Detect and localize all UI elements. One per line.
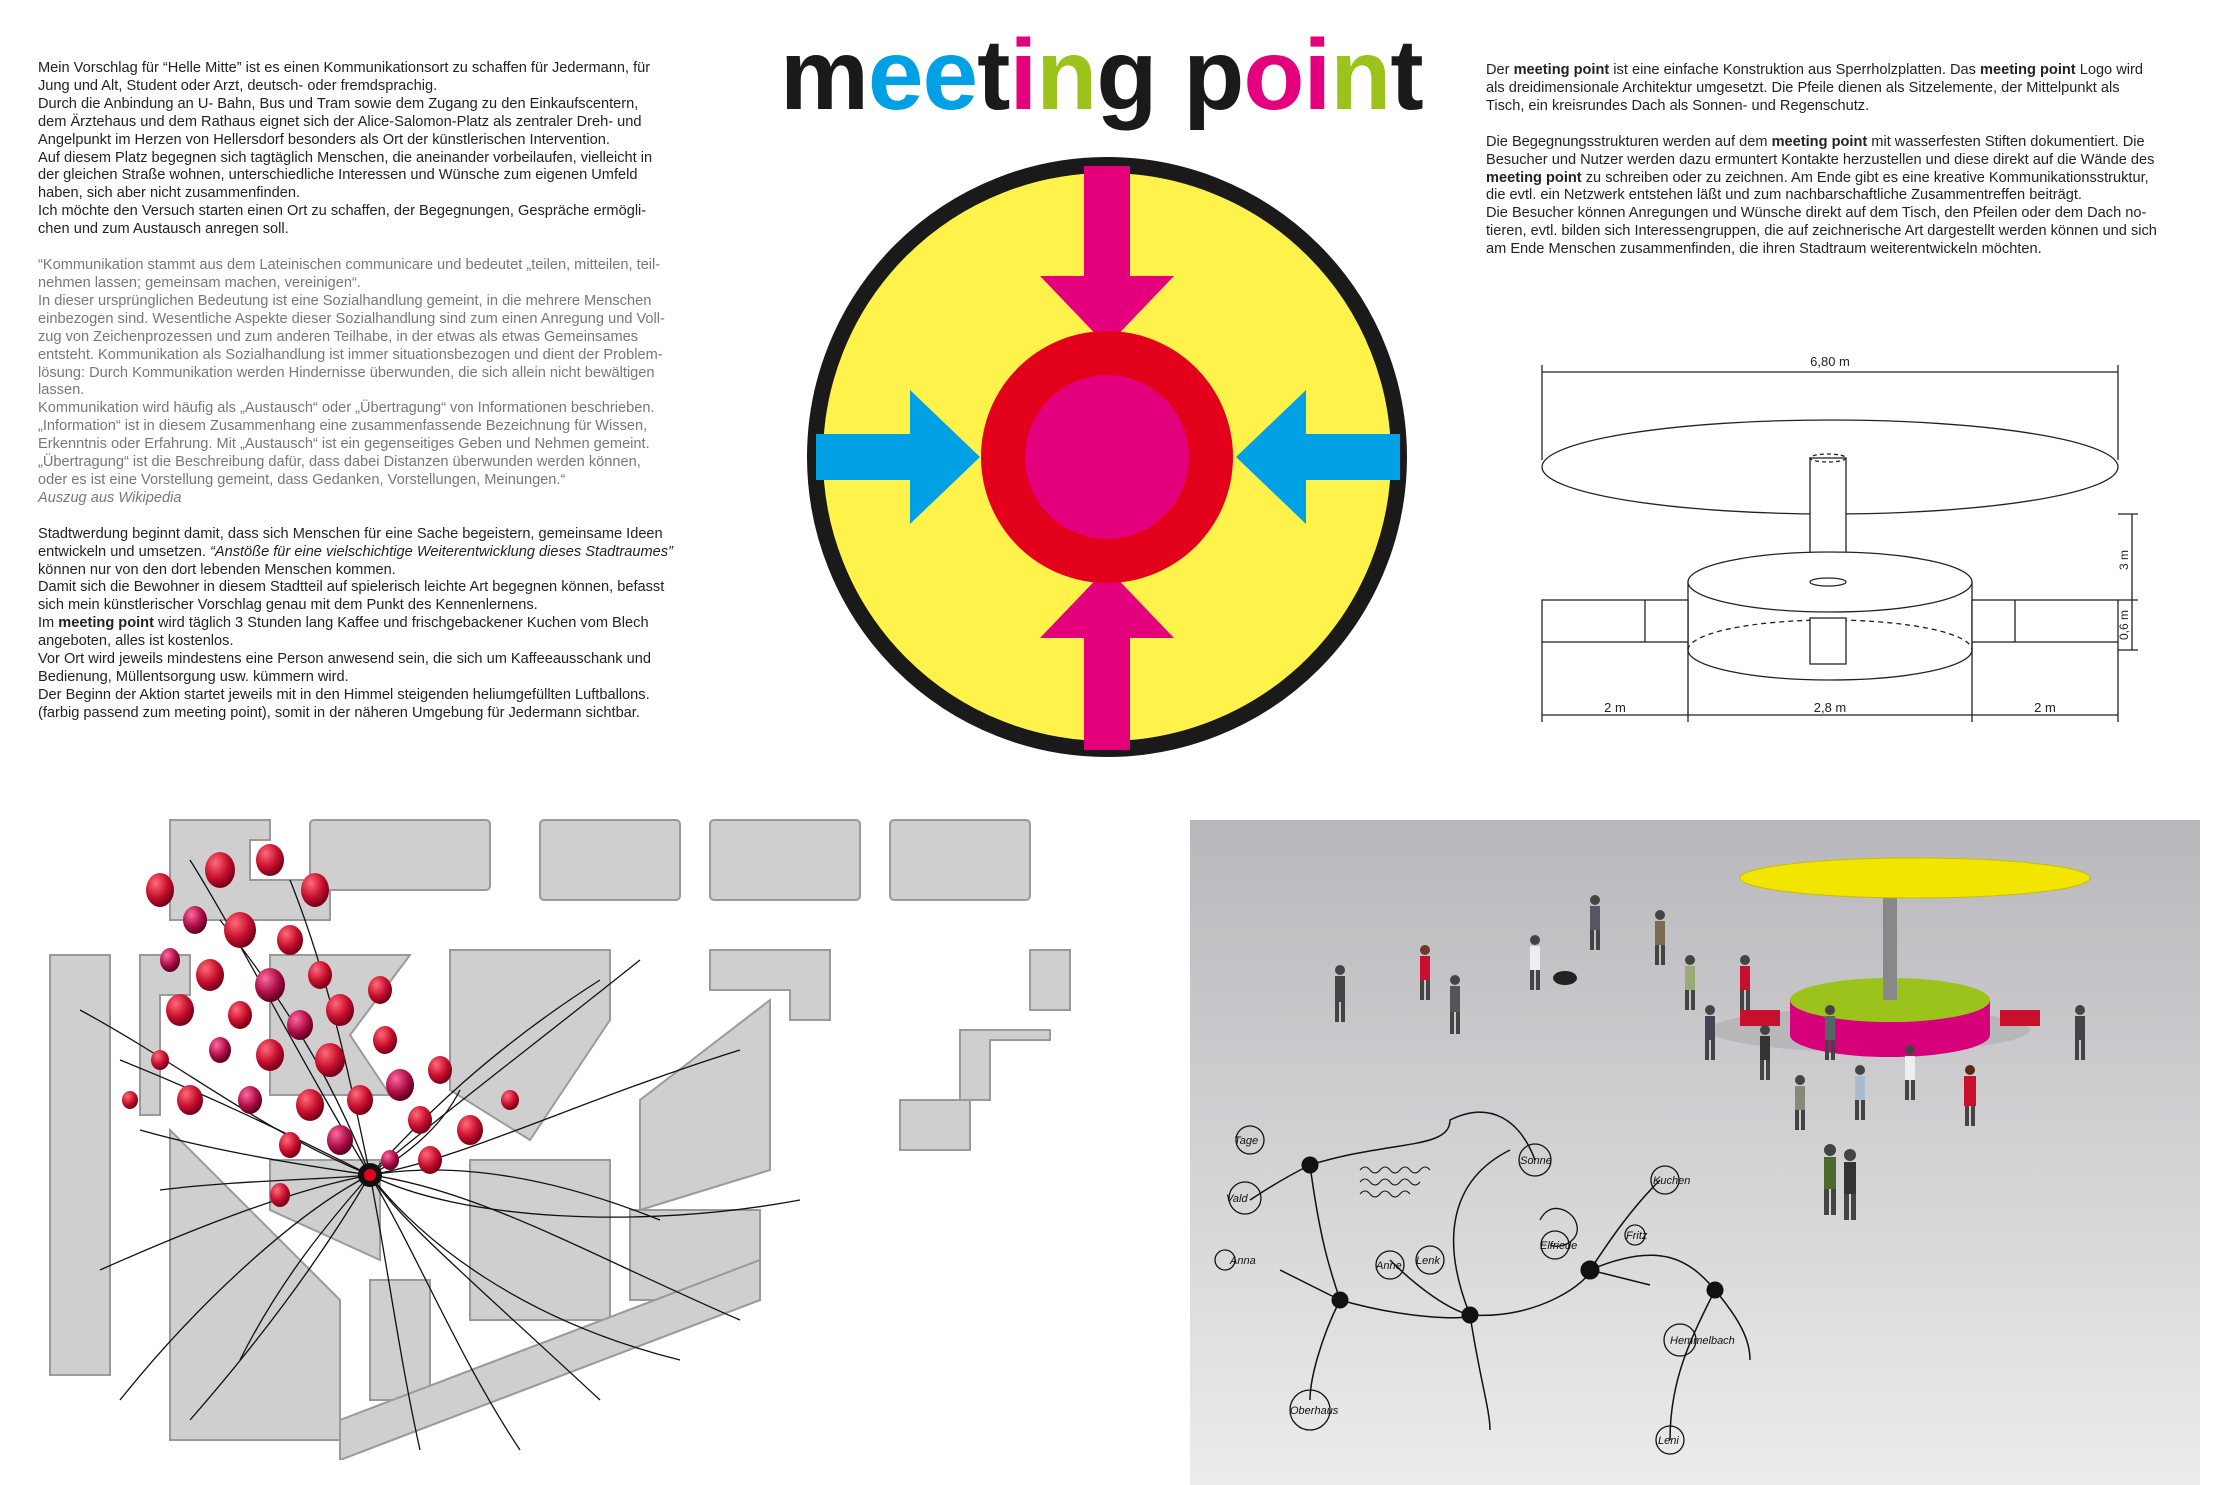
technical-drawing (1520, 350, 2140, 730)
text-line: der gleichen Straße wohnen, unterschiedliche Interessen und Wünsche zum eigenen Umfeld (38, 167, 638, 184)
network-node (1581, 1261, 1599, 1279)
seat-left (1542, 600, 1688, 642)
network-word: Tage (1234, 1135, 1259, 1147)
site-plan (40, 800, 1140, 1460)
text-line: lösung: Durch Kommunikation werden Hindernisse überwunden, die sich allein nicht bewältigen (38, 364, 655, 381)
network-word: Leni (1658, 1435, 1679, 1447)
text-line: chen und zum Austausch anregen soll. (38, 221, 289, 238)
text-line: können nur von den dort lebenden Menschen kommen. (38, 561, 396, 578)
text-line: tieren, evtl. bilden sich Interessengruppen, die auf zeichnerische Art dargestellt werden können und sich (1486, 223, 2157, 240)
bold-term: meeting point (1979, 62, 2076, 78)
title-letter: t (977, 19, 1010, 131)
text-span: ist eine einfache Konstruktion aus Sperrholzplatten. Das (1609, 62, 1980, 78)
text-line: Auf diesem Platz begegnen sich tagtäglich Menschen, die aneinander vorbeilaufen, vielleicht in (38, 149, 653, 166)
bold-term: meeting point (58, 615, 154, 632)
network-word: Hemmelbach (1670, 1335, 1735, 1347)
network-node (1332, 1292, 1348, 1308)
text-line: die evtl. ein Netzwerk entstehen läßt und zum nachbarschaftliche Zusammentreffen beiträgt. (1486, 187, 2082, 204)
text-line: In dieser ursprünglichen Bedeutung ist eine Sozialhandlung gemeint, in die mehrere Menschen (38, 292, 652, 309)
network-word: Anne (1376, 1260, 1402, 1272)
text-line (1486, 134, 2196, 152)
dim-height: 3 m (2117, 549, 2131, 571)
quote-source: Auszug aus Wikipedia (38, 489, 182, 506)
text-line: „Information“ ist in diesem Zusammenhang eine zusammenfassende Bezeichnung für Wissen, (38, 418, 648, 435)
text-line: Erkenntnis oder Erfahrung. Mit „Austausch“ ist ein gegenseitiges Geben und Nehmen gemeint. (38, 436, 650, 453)
text-line: am Ende Menschen zusammenfinden, die ihren Stadtraum weiterentwickeln möchten. (1486, 241, 2042, 258)
text-line: Tisch, ein kreisrundes Dach als Sonnen- und Regenschutz. (1486, 97, 1870, 114)
text-line (38, 544, 698, 562)
text-span: entwickeln und umsetzen. (38, 543, 210, 560)
dim-left-seat: 2 m (1604, 700, 1626, 715)
text-span: Der (1486, 62, 1514, 78)
network-node (1707, 1282, 1723, 1298)
title-letter: e (867, 19, 923, 131)
quote-span: “Anstöße für eine vielschichtige Weiterentwicklung dieses Stadtraumes” (209, 543, 673, 560)
concept-paragraph (38, 526, 698, 723)
text-line (1486, 170, 2196, 188)
text-line: entsteht. Kommunikation als Sozialhandlung ist immer situationsbezogen und dient der Problem- (38, 346, 663, 363)
intro-paragraph (38, 60, 698, 239)
network-word: Vald (1226, 1193, 1248, 1205)
text-line: oder es ist eine Vorstellung gemeint, dass Gedanken, Vorstellungen, Meinungen.“ (38, 471, 566, 488)
text-line: Die Besucher können Anregungen und Wünsche direkt auf dem Tisch, den Pfeilen oder dem Dach no- (1486, 205, 2147, 222)
text-line: Mein Vorschlag für “Helle Mitte” ist es einen Kommunikationsort zu schaffen für Jedermann, für (38, 60, 651, 76)
scene-background (1190, 820, 2200, 1485)
right-text-column (1486, 62, 2196, 259)
dim-seat-height: 0,6 m (2117, 609, 2131, 641)
title-letter: i (1009, 19, 1037, 131)
text-line: nehmen lassen; gemeinsam machen, vereinigen“. (38, 274, 361, 291)
bold-term: meeting point (1771, 133, 1868, 150)
network-word: Fritz (1626, 1230, 1648, 1242)
title-letter: n (1036, 19, 1097, 131)
bold-term: meeting point (1486, 169, 1582, 186)
text-line: Jung und Alt, Student oder Arzt, deutsch- oder fremdsprachig. (38, 77, 438, 94)
dim-table: 2,8 m (1813, 700, 1847, 715)
title-letter: g (1096, 19, 1157, 131)
network-word: Kuchen (1653, 1175, 1691, 1187)
text-line: Bedienung, Müllentsorgung usw. kümmern wird. (38, 669, 349, 685)
network-word: Lenk (1416, 1255, 1440, 1267)
scene-visualization (1190, 820, 2200, 1485)
title-letter: e (922, 19, 978, 131)
meeting-point-logo (800, 150, 1415, 765)
meeting-point-logo-title (780, 19, 1423, 131)
title-letter: n (1330, 19, 1391, 131)
network-word: Oberhaus (1290, 1405, 1339, 1417)
text-span: zu schreiben oder zu zeichnen. Am Ende gibt es eine kreative Kommunikationsstruktur, (1581, 169, 2149, 186)
text-span: Im (38, 615, 59, 632)
text-line: Der Beginn der Aktion startet jeweils mit in den Himmel steigenden heliumgefüllten Luftballons. (38, 686, 650, 703)
text-span: Logo wird (2075, 62, 2143, 78)
text-line: (farbig passend zum meeting point), somit in der näheren Umgebung für Jedermann sichtbar. (38, 704, 640, 721)
text-line: „Übertragung“ ist die Beschreibung dafür, dass dabei Distanzen überwunden werden können, (38, 454, 641, 471)
bold-term: meeting point (1513, 62, 1610, 78)
text-line (38, 615, 698, 633)
text-line: “Kommunikation stammt aus dem Lateinischen communicare und bedeutet „teilen, mitteilen, teil- (38, 257, 661, 274)
left-text-column (38, 60, 698, 723)
text-line: Kommunikation wird häufig als „Austausch“ oder „Übertragung“ von Informationen beschrieben. (38, 400, 655, 417)
text-line: lassen. (38, 382, 85, 399)
text-line: Ich möchte den Versuch starten einen Ort zu schaffen, der Begegnungen, Gespräche ermögli- (38, 203, 647, 220)
title-letter: t (1390, 19, 1423, 131)
network-node (1302, 1157, 1318, 1173)
text-line: sich mein künstlerischer Vorschlag genau mit dem Punkt des Kennenlernens. (38, 597, 538, 614)
text-span: wird täglich 3 Stunden lang Kaffee und frischgebackener Kuchen vom Blech (153, 615, 649, 632)
text-line: als dreidimensionale Architektur umgesetzt. Die Pfeile dienen als Sitzelemente, der Mittelpunkt als (1486, 79, 2120, 96)
text-line: Besucher und Nutzer werden dazu ermuntert Kontakte herzustellen und diese direkt auf die Wände des (1486, 151, 2155, 168)
title-letter: p (1183, 19, 1244, 131)
text-line (1486, 62, 2196, 80)
text-line: dem Ärztehaus und dem Rathaus eignet sich der Alice-Salomon-Platz als zentraler Dreh- und (38, 113, 642, 130)
dim-roof-width: 6,80 m (1810, 354, 1850, 369)
network-word: Anna (1230, 1255, 1256, 1267)
title-letter: m (780, 19, 868, 131)
central-point-marker (358, 1163, 382, 1187)
text-line: Damit sich die Bewohner in diesem Stadtteil auf spielerisch leichte Art begegnen können, befasst (38, 579, 665, 596)
text-line: Stadtwerdung beginnt damit, dass sich Menschen für eine Sache begeistern, gemeinsame Ideen (38, 525, 663, 542)
text-span: mit wasserfesten Stiften dokumentiert. Die (1867, 133, 2145, 150)
title-letter: i (1303, 19, 1331, 131)
text-line: einbezogen sind. Wesentliche Aspekte dieser Sozialhandlung sind zum einen Anregung und Voll- (38, 310, 665, 327)
text-line: Vor Ort wird jeweils mindestens eine Person anwesend sein, die sich um Kaffeeausschank und (38, 651, 652, 668)
text-line: haben, sich aber nicht zusammenfinden. (38, 185, 301, 202)
quote-paragraph (38, 257, 698, 490)
network-word: Elfriede (1540, 1240, 1578, 1252)
text-span: Die Begegnungsstrukturen werden auf dem (1486, 133, 1772, 150)
text-line: Durch die Anbindung an U- Bahn, Bus und Tram sowie dem Zugang zu den Einkaufscentern, (38, 95, 639, 112)
network-node (1462, 1307, 1478, 1323)
network-word: Sonne (1520, 1155, 1552, 1167)
text-line: Angelpunkt im Herzen von Hellersdorf besonders als Ort der künstlerischen Intervention. (38, 131, 610, 148)
dim-right-seat: 2 m (2034, 700, 2056, 715)
text-line: angeboten, alles ist kostenlos. (38, 633, 234, 650)
title-letter (1156, 19, 1183, 131)
title-letter: o (1243, 19, 1304, 131)
seat-right (1972, 600, 2118, 642)
logo-center (1025, 375, 1189, 539)
text-line: zug von Zeichenprozessen und zum anderen Teilhabe, in der etwas als etwas Gemeinsames (38, 328, 639, 345)
